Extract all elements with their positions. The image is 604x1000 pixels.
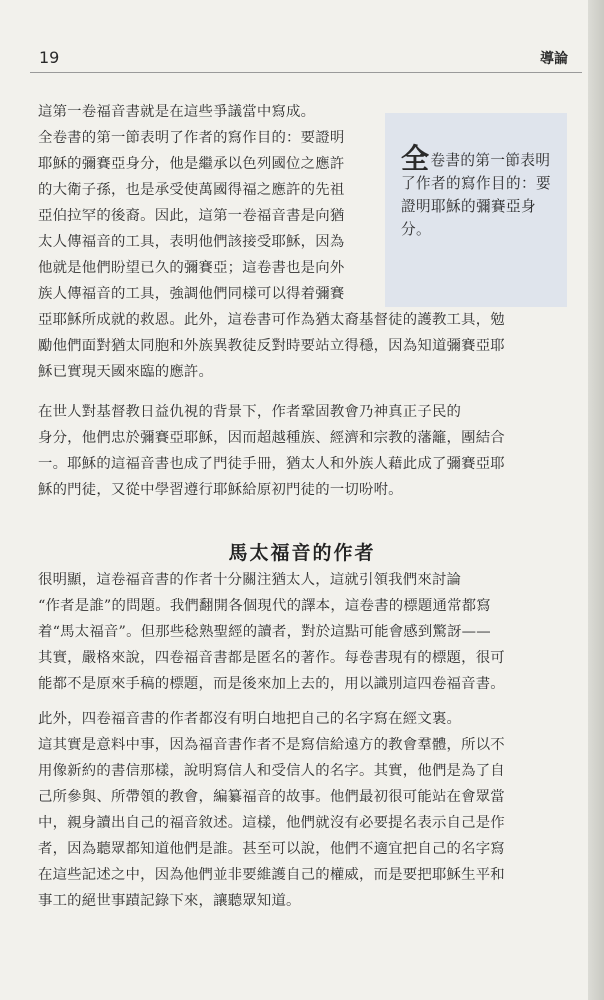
pull-quote-drop-cap: 全 <box>401 142 430 175</box>
paragraph-1: 這第一卷福音書就是在這些爭議當中寫成。 全卷書的第一節表明了作者的寫作目的：要證明 耶穌的彌賽亞身分，他是繼承以色列國位之應許 的大衛子孫，也是承受使萬國得福之應許的先祖 亞伯拉罕的後裔。因此，這第一卷福音書是向猶 太人傳福音的工具，表明他們該接受耶穌，因為 他就是他們盼望已久的彌賽亞；這卷書也是向外 族人傳福音的工具，強調他們同樣可以得着彌賽 亞耶穌所成就的救恩。此外，這卷書可作為猶太裔基督徒的護教工具，勉 勵他們面對猶太同胞和外族異教徒反對時要站立得穩，因為知道彌賽亞耶 穌已實現天國來臨的應許。 <box>38 104 505 380</box>
page-header <box>30 48 582 70</box>
pull-quote-text: 卷書的第一節表明了作者的寫作目的：要證明耶穌的彌賽亞身分。 <box>401 152 551 238</box>
page-edge <box>588 0 604 1000</box>
section-heading: 馬太福音的作者 <box>228 542 376 564</box>
paragraph-3: 很明顯，這卷福音書的作者十分關注猶太人，這就引領我們來討論 “作者是誰”的問題。我們翻開各個現代的譯本，這卷書的標題通常都寫 着“馬太福音”。但那些稔熟聖經的讀者，對於這點可能會感到驚訝—— 其實，嚴格來說，四卷福音書都是匿名的著作。每卷書現有的標題，很可 能都不是原來手稿的標題，而是後來加上去的，用以識別這四卷福音書。 <box>38 572 505 692</box>
page-number: 19 <box>39 48 60 67</box>
paragraph-2: 在世人對基督教日益仇視的背景下，作者鞏固教會乃神真正子民的 身分，他們忠於彌賽亞耶穌，因而超越種族、經濟和宗教的藩籬，團結合 一。耶穌的這福音書也成了門徒手冊，猶太人和外族人藉此成了彌賽亞耶 穌的門徒，又從中學習遵行耶穌給原初門徒的一切吩咐。 <box>38 404 505 498</box>
header-rule <box>30 72 582 73</box>
running-section-title: 導論 <box>540 51 568 67</box>
paragraph-4: 此外，四卷福音書的作者都沒有明白地把自己的名字寫在經文裏。 這其實是意料中事，因為福音書作者不是寫信給遠方的教會羣體，所以不 用像新約的書信那樣，說明寫信人和受信人的名字。其實，他們是為了自 己所參與、所帶領的教會，編纂福音的故事。他們最初很可能站在會眾當 中，親身讀出自己的福音敘述。這樣，他們就沒有必要提名表示自己是作 者，因為聽眾都知道他們是誰。甚至可以說，他們不適宜把自己的名字寫 在這些記述之中，因為他們並非要維護自己的權威，而是要把耶穌生平和 事工的絕世事蹟記錄下來，讓聽眾知道。 <box>38 711 505 909</box>
